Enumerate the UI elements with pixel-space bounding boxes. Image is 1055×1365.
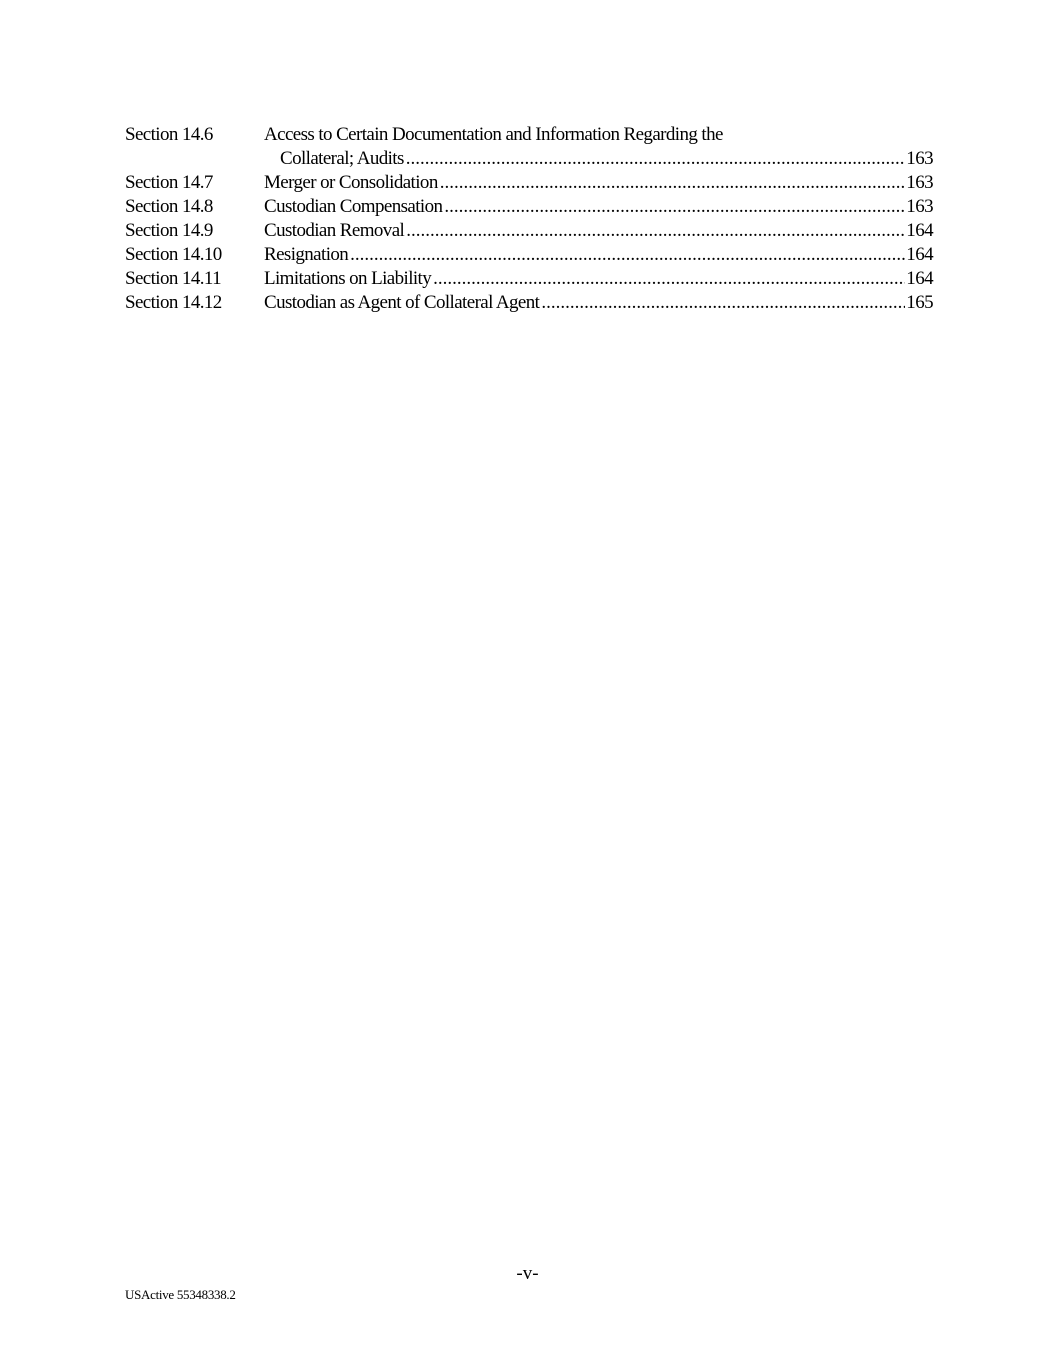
page-number: 163 — [906, 196, 933, 217]
page-number: 164 — [906, 268, 933, 289]
table-of-contents — [125, 123, 933, 315]
section-title: Merger or Consolidation — [264, 172, 438, 193]
section-number: Section 14.12 — [125, 292, 222, 313]
section-number: Section 14.7 — [125, 172, 213, 193]
footer-page-number: -v- — [516, 1263, 539, 1284]
section-title-line2: Collateral; Audits — [280, 148, 404, 169]
toc-entry-14-11 — [125, 267, 933, 291]
dot-leader — [350, 243, 905, 267]
section-number: Section 14.8 — [125, 196, 213, 217]
page-number: 163 — [906, 148, 933, 169]
dot-leader — [444, 195, 905, 219]
toc-entry-14-12 — [125, 291, 933, 315]
section-title: Custodian as Agent of Collateral Agent — [264, 292, 540, 313]
dot-leader — [433, 267, 905, 291]
toc-entry-14-10 — [125, 243, 933, 267]
page-number: 164 — [906, 244, 933, 265]
page-number: 165 — [906, 292, 933, 313]
footer-document-id: USActive 55348338.2 — [125, 1287, 236, 1302]
page-number: 163 — [906, 172, 933, 193]
toc-entry-14-6 — [125, 123, 933, 171]
section-title: Resignation — [264, 244, 349, 265]
section-title: Limitations on Liability — [264, 268, 432, 289]
toc-entry-14-8 — [125, 195, 933, 219]
section-number: Section 14.10 — [125, 244, 222, 265]
section-number: Section 14.6 — [125, 124, 213, 145]
section-number: Section 14.9 — [125, 220, 213, 241]
dot-leader — [406, 147, 906, 171]
dot-leader — [440, 171, 906, 195]
dot-leader — [406, 219, 905, 243]
section-title-line1: Access to Certain Documentation and Information Regarding the — [264, 124, 723, 145]
toc-entry-14-7 — [125, 171, 933, 195]
section-number: Section 14.11 — [125, 268, 221, 289]
page-number: 164 — [906, 220, 933, 241]
toc-entry-14-9 — [125, 219, 933, 243]
dot-leader — [541, 291, 905, 315]
section-title: Custodian Removal — [264, 220, 405, 241]
section-title: Custodian Compensation — [264, 196, 443, 217]
